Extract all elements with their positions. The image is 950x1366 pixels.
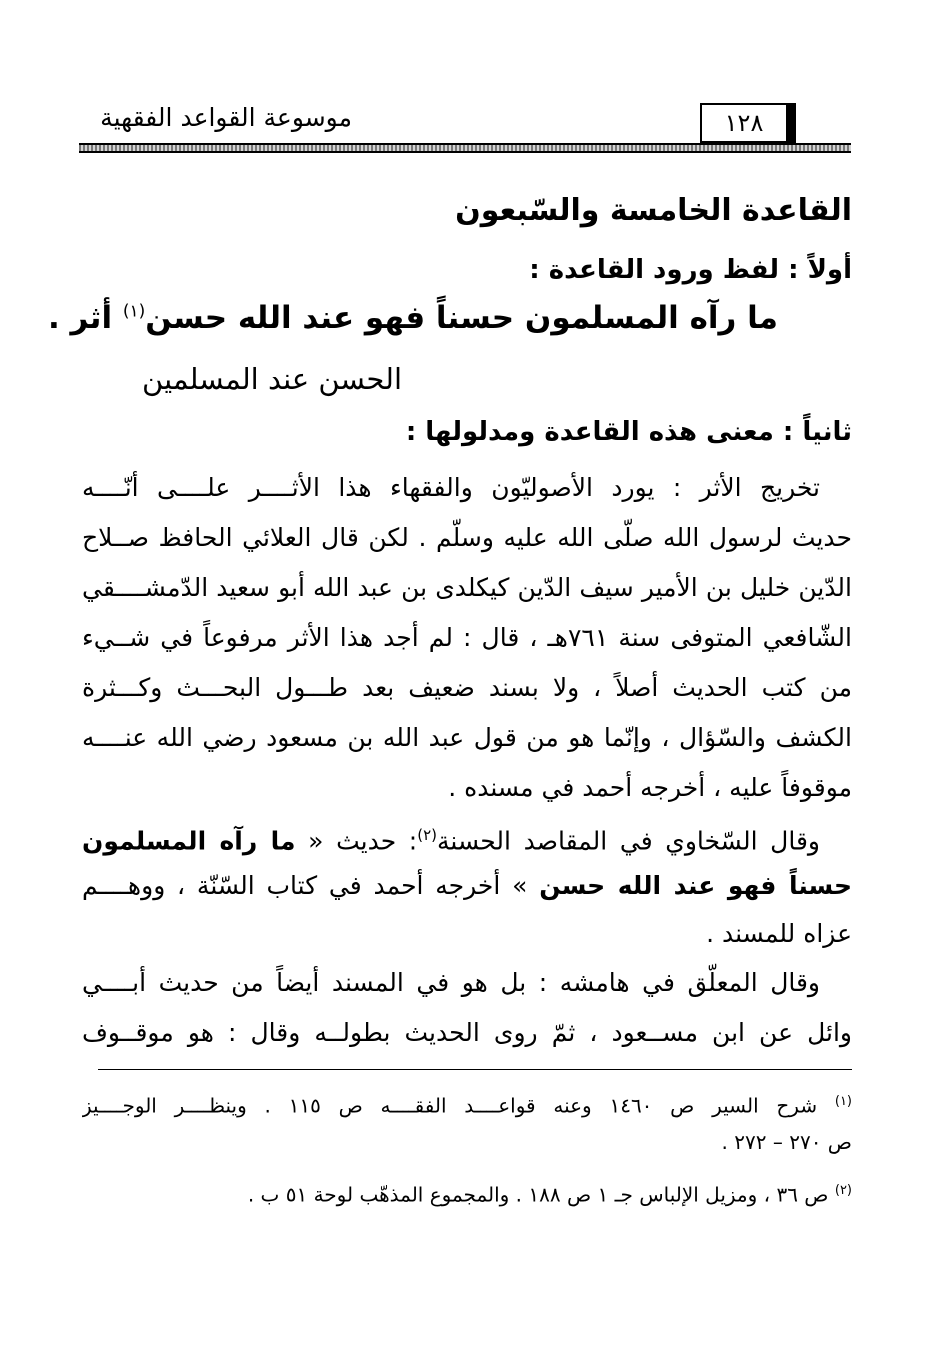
paragraph-line xyxy=(82,811,820,860)
rule-statement xyxy=(48,300,778,336)
page-number-shadow xyxy=(786,103,796,143)
heading-rule-wording: أولاً : لفظ ورود القاعدة : xyxy=(529,255,852,285)
rule-alternate-wording: الحسن عند المسلمين xyxy=(142,362,402,396)
paragraph-line: تخريج الأثر : يورد الأصوليّون والفقهاء هذا الأثــــر علــــى أنّــــه xyxy=(82,473,820,502)
rule-suffix: أثر . xyxy=(47,300,123,336)
footnote-1-text: شرح السير ص ١٤٦٠ وعنه قواعــــد الفقــــه ص ١١٥ . وينظــــر الوجــــيز xyxy=(82,1093,818,1118)
footnote-2 xyxy=(82,1171,852,1211)
hadith-open: : حديث « xyxy=(295,826,418,856)
ahmad-attribution: » أخرجه أحمد في كتاب السّنّة ، ووهــــم xyxy=(82,871,528,900)
rule-text: ما رآه المسلمون حسناً فهو عند الله حسن xyxy=(145,300,778,336)
footnote-2-text: ص ٣٦ ، ومزيل الإلباس جـ ١ ص ١٨٨ . والمجموع المذهّب لوحة ٥١ ب . xyxy=(247,1182,829,1207)
header-rule xyxy=(79,143,851,153)
paragraph-line: موقوفاً عليه ، أخرجه أحمد في مسنده . xyxy=(448,773,852,802)
section-title: القاعدة الخامسة والسّبعون xyxy=(455,193,852,228)
running-header-title: موسوعة القواعد الفقهية xyxy=(100,103,352,132)
quoted-hadith-part-2: حسناً فهو عند الله حسن xyxy=(539,871,852,900)
heading-rule-meaning: ثانياً : معنى هذه القاعدة ومدلولها : xyxy=(405,417,852,447)
quoted-hadith-part-1: ما رآه المسلمون xyxy=(82,826,296,856)
footnote-1-mark: (١) xyxy=(834,1094,852,1109)
paragraph-line: حديث لرسول الله صلّى الله عليه وسلّم . لكن قال العلائي الحافظ صــلاح xyxy=(82,523,852,552)
paragraph-line xyxy=(82,861,852,910)
footnote-mark-2: (٢) xyxy=(417,826,438,844)
paragraph-line: الكشف والسّؤال ، وإنّما هو من قول عبد الله بن مسعود رضي الله عنــــه xyxy=(82,723,852,752)
paragraph-line: وائل عن ابن مســعود ، ثمّ روى الحديث بطولــه وقال : هو موقــوف xyxy=(82,1018,852,1047)
footnote-2-mark: (٢) xyxy=(834,1183,852,1198)
footnote-1-continued: ص ٢٧٠ – ٢٧٢ . xyxy=(721,1130,852,1154)
page-number: ١٢٨ xyxy=(700,103,788,143)
paragraph-line: الشّافعي المتوفى سنة ٧٦١هـ ، قال : لم أجد هذا الأثر مرفوعاً في شــيء xyxy=(82,623,852,652)
footnote-1 xyxy=(82,1082,852,1122)
paragraph-line: من كتب الحديث أصلاً ، ولا بسند ضعيف بعد طـــول البحـــث وكـــثرة xyxy=(82,673,852,702)
footnote-mark-1: (١) xyxy=(122,301,146,322)
footnote-separator xyxy=(98,1069,852,1070)
paragraph-line: وقال المعلّق في هامشه : بل هو في المسند أيضاً من حديث أبــــي xyxy=(82,968,820,997)
paragraph-line: الدّين خليل بن الأمير سيف الدّين كيكلدى بن عبد الله أبو سعيد الدّمشــــقي xyxy=(82,573,852,602)
sakhawi-intro: وقال السّخاوي في المقاصد الحسنة xyxy=(437,826,820,856)
paragraph-line: عزاه للمسند . xyxy=(706,919,852,948)
